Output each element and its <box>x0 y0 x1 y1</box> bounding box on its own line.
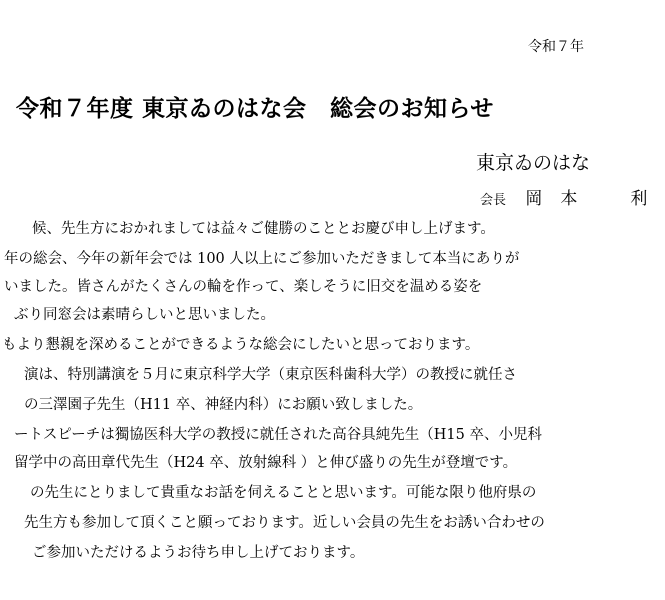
body-line: 年の総会、今年の新年会では 100 人以上にご参加いただきまして本当にありが <box>4 251 520 267</box>
body-line: ぶり同窓会は素晴らしいと思いました。 <box>14 307 275 323</box>
body-line: いました。皆さんがたくさんの輪を作って、楽しそうに旧交を温める姿を <box>4 279 483 295</box>
sender-name: 岡本 利 <box>525 189 665 209</box>
document-date: 令和７年 <box>528 39 584 55</box>
body-line: 候、先生方におかれましては益々ご健勝のこととお慶び申し上げます。 <box>32 221 495 237</box>
body-line: 先生方も参加して頂くこと願っております。近しい会員の先生をお誘い合わせの <box>24 515 545 531</box>
body-line: の三澤園子先生（H11 卒、神経内科）にお願い致しました。 <box>24 397 423 413</box>
sender-signature <box>480 184 665 209</box>
body-line: ートスピーチは獨協医科大学の教授に就任された高谷具純先生（H15 卒、小児科 <box>14 427 542 443</box>
sender-role: 会長 <box>480 193 507 208</box>
sender-organization: 東京ゐのはな <box>476 152 591 174</box>
body-line: の先生にとりまして貴重なお話を伺えることと思います。可能な限り他府県の <box>30 485 537 501</box>
body-line: ご参加いただけるようお待ち申し上げております。 <box>32 545 365 561</box>
body-line: もより懇親を深めることができるような総会にしたいと思っております。 <box>2 337 480 353</box>
body-line: 留学中の高田章代先生（H24 卒、放射線科 ）と伸び盛りの先生が登壇です。 <box>14 455 518 471</box>
body-line: 演は、特別講演を５月に東京科学大学（東京医科歯科大学）の教授に就任さ <box>24 367 517 383</box>
document-title: 令和７年度 東京ゐのはな会 総会のお知らせ <box>16 95 494 122</box>
